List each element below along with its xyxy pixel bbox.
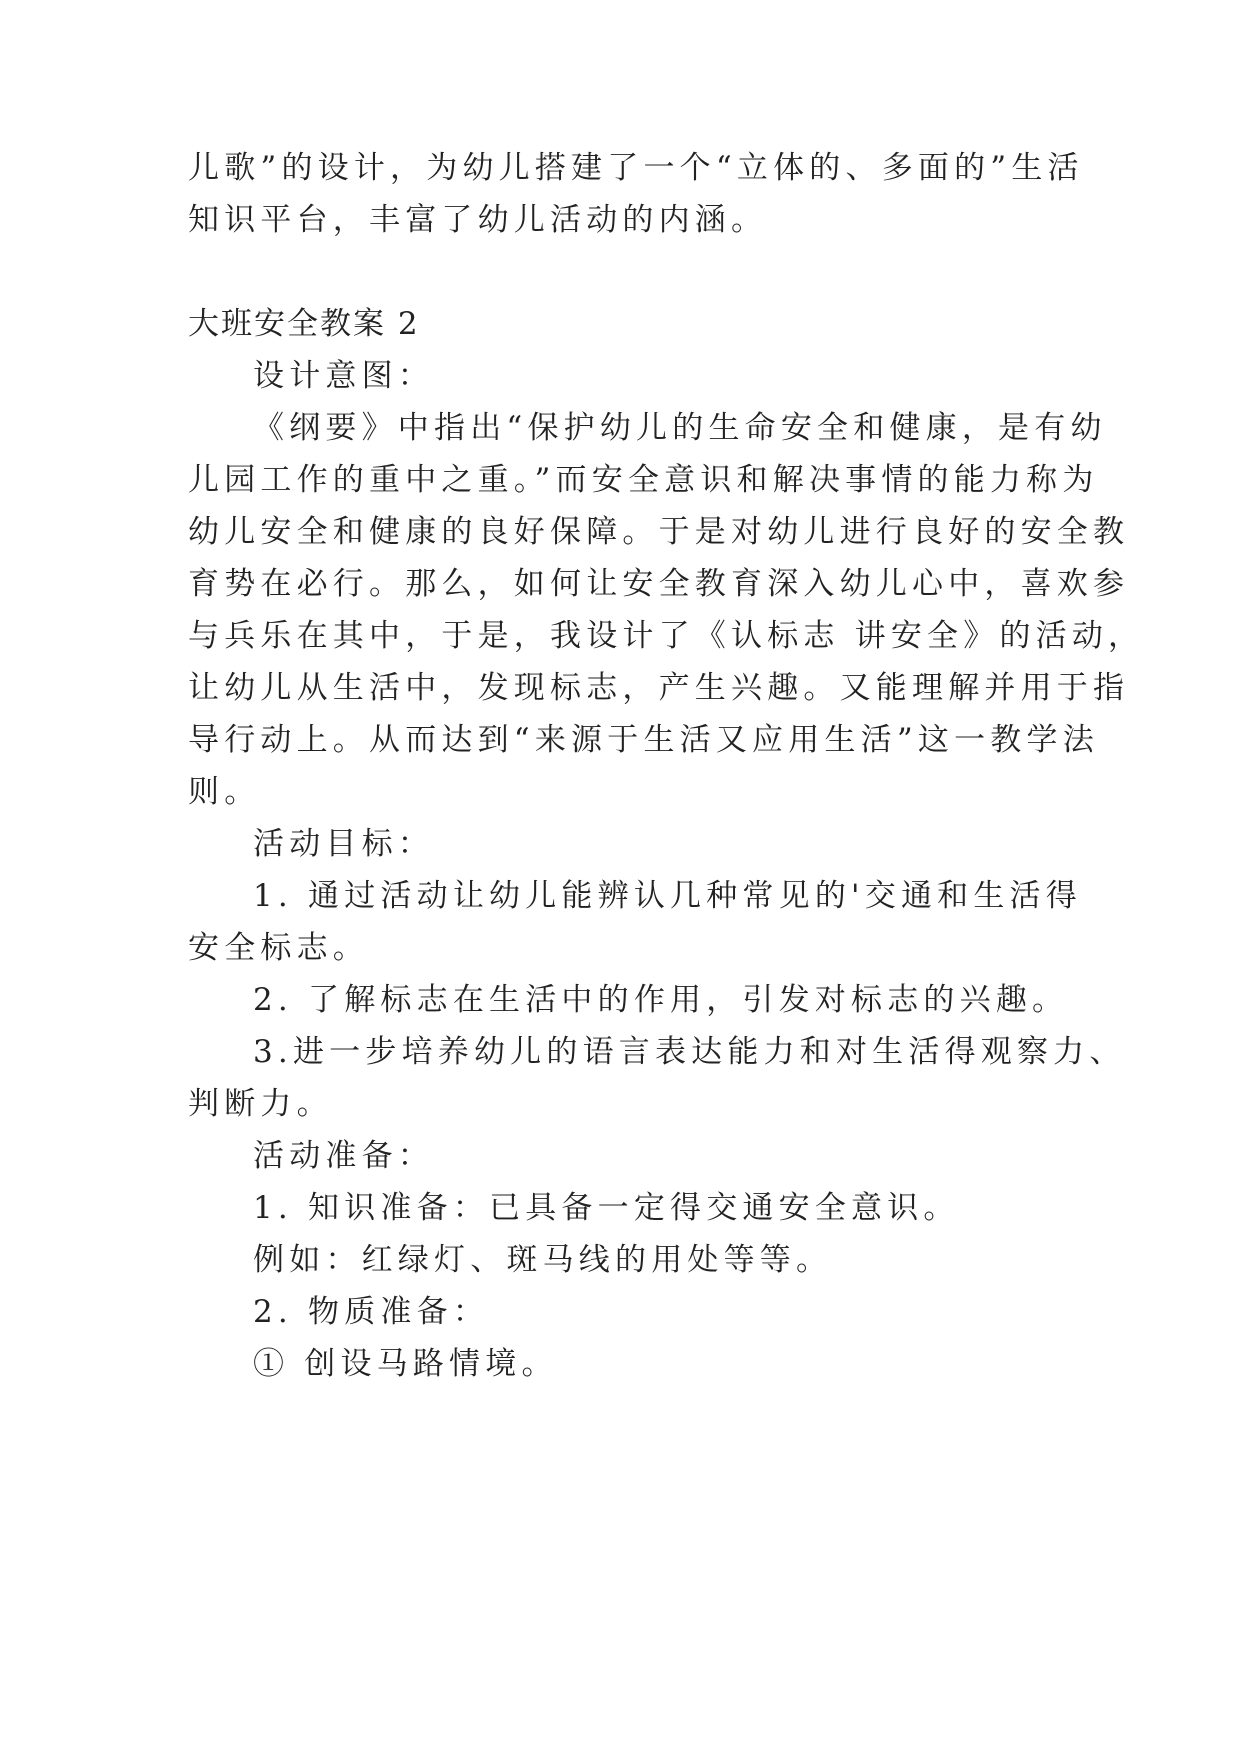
goal-item: 3.进一步培养幼儿的语言表达能力和对生活得观察力、 bbox=[253, 1034, 1126, 1070]
prep-item: ① 创设马路情境。 bbox=[253, 1346, 558, 1382]
goal-item: 2. 了解标志在生活中的作用，引发对标志的兴趣。 bbox=[253, 982, 1069, 1018]
design-paragraph-line: 儿园工作的重中之重。”而安全意识和解决事情的能力称为 bbox=[188, 462, 1099, 498]
prep-item: 1. 知识准备：已具备一定得交通安全意识。 bbox=[253, 1190, 960, 1226]
goal-item: 1. 通过活动让幼儿能辨认几种常见的'交通和生活得 bbox=[253, 878, 1082, 914]
design-paragraph-line: 《纲要》中指出“保护幼儿的生命安全和健康，是有幼 bbox=[253, 410, 1107, 446]
intro-line: 知识平台，丰富了幼儿活动的内涵。 bbox=[188, 202, 768, 238]
intro-line: 儿歌”的设计，为幼儿搭建了一个“立体的、多面的”生活 bbox=[188, 150, 1084, 186]
design-paragraph-line: 育势在必行。那么，如何让安全教育深入幼儿心中，喜欢参 bbox=[188, 566, 1130, 602]
design-heading: 设计意图： bbox=[253, 358, 434, 394]
design-paragraph-line: 与兵乐在其中，于是，我设计了《认标志 讲安全》的活动， bbox=[188, 618, 1145, 654]
design-paragraph-line: 幼儿安全和健康的良好保障。于是对幼儿进行良好的安全教 bbox=[188, 514, 1130, 550]
document-title: 大班安全教案 2 bbox=[188, 306, 420, 342]
goal-item-continuation: 判断力。 bbox=[188, 1086, 333, 1122]
goals-heading: 活动目标： bbox=[253, 826, 434, 862]
design-paragraph-line: 导行动上。从而达到“来源于生活又应用生活”这一教学法 bbox=[188, 722, 1099, 758]
design-paragraph-line: 让幼儿从生活中，发现标志，产生兴趣。又能理解并用于指 bbox=[188, 670, 1130, 706]
prep-heading: 活动准备： bbox=[253, 1138, 434, 1174]
prep-item: 2. 物质准备： bbox=[253, 1294, 490, 1330]
goal-item-continuation: 安全标志。 bbox=[188, 930, 369, 966]
prep-item: 例如：红绿灯、斑马线的用处等等。 bbox=[253, 1242, 833, 1278]
design-paragraph-line: 则。 bbox=[188, 774, 261, 810]
